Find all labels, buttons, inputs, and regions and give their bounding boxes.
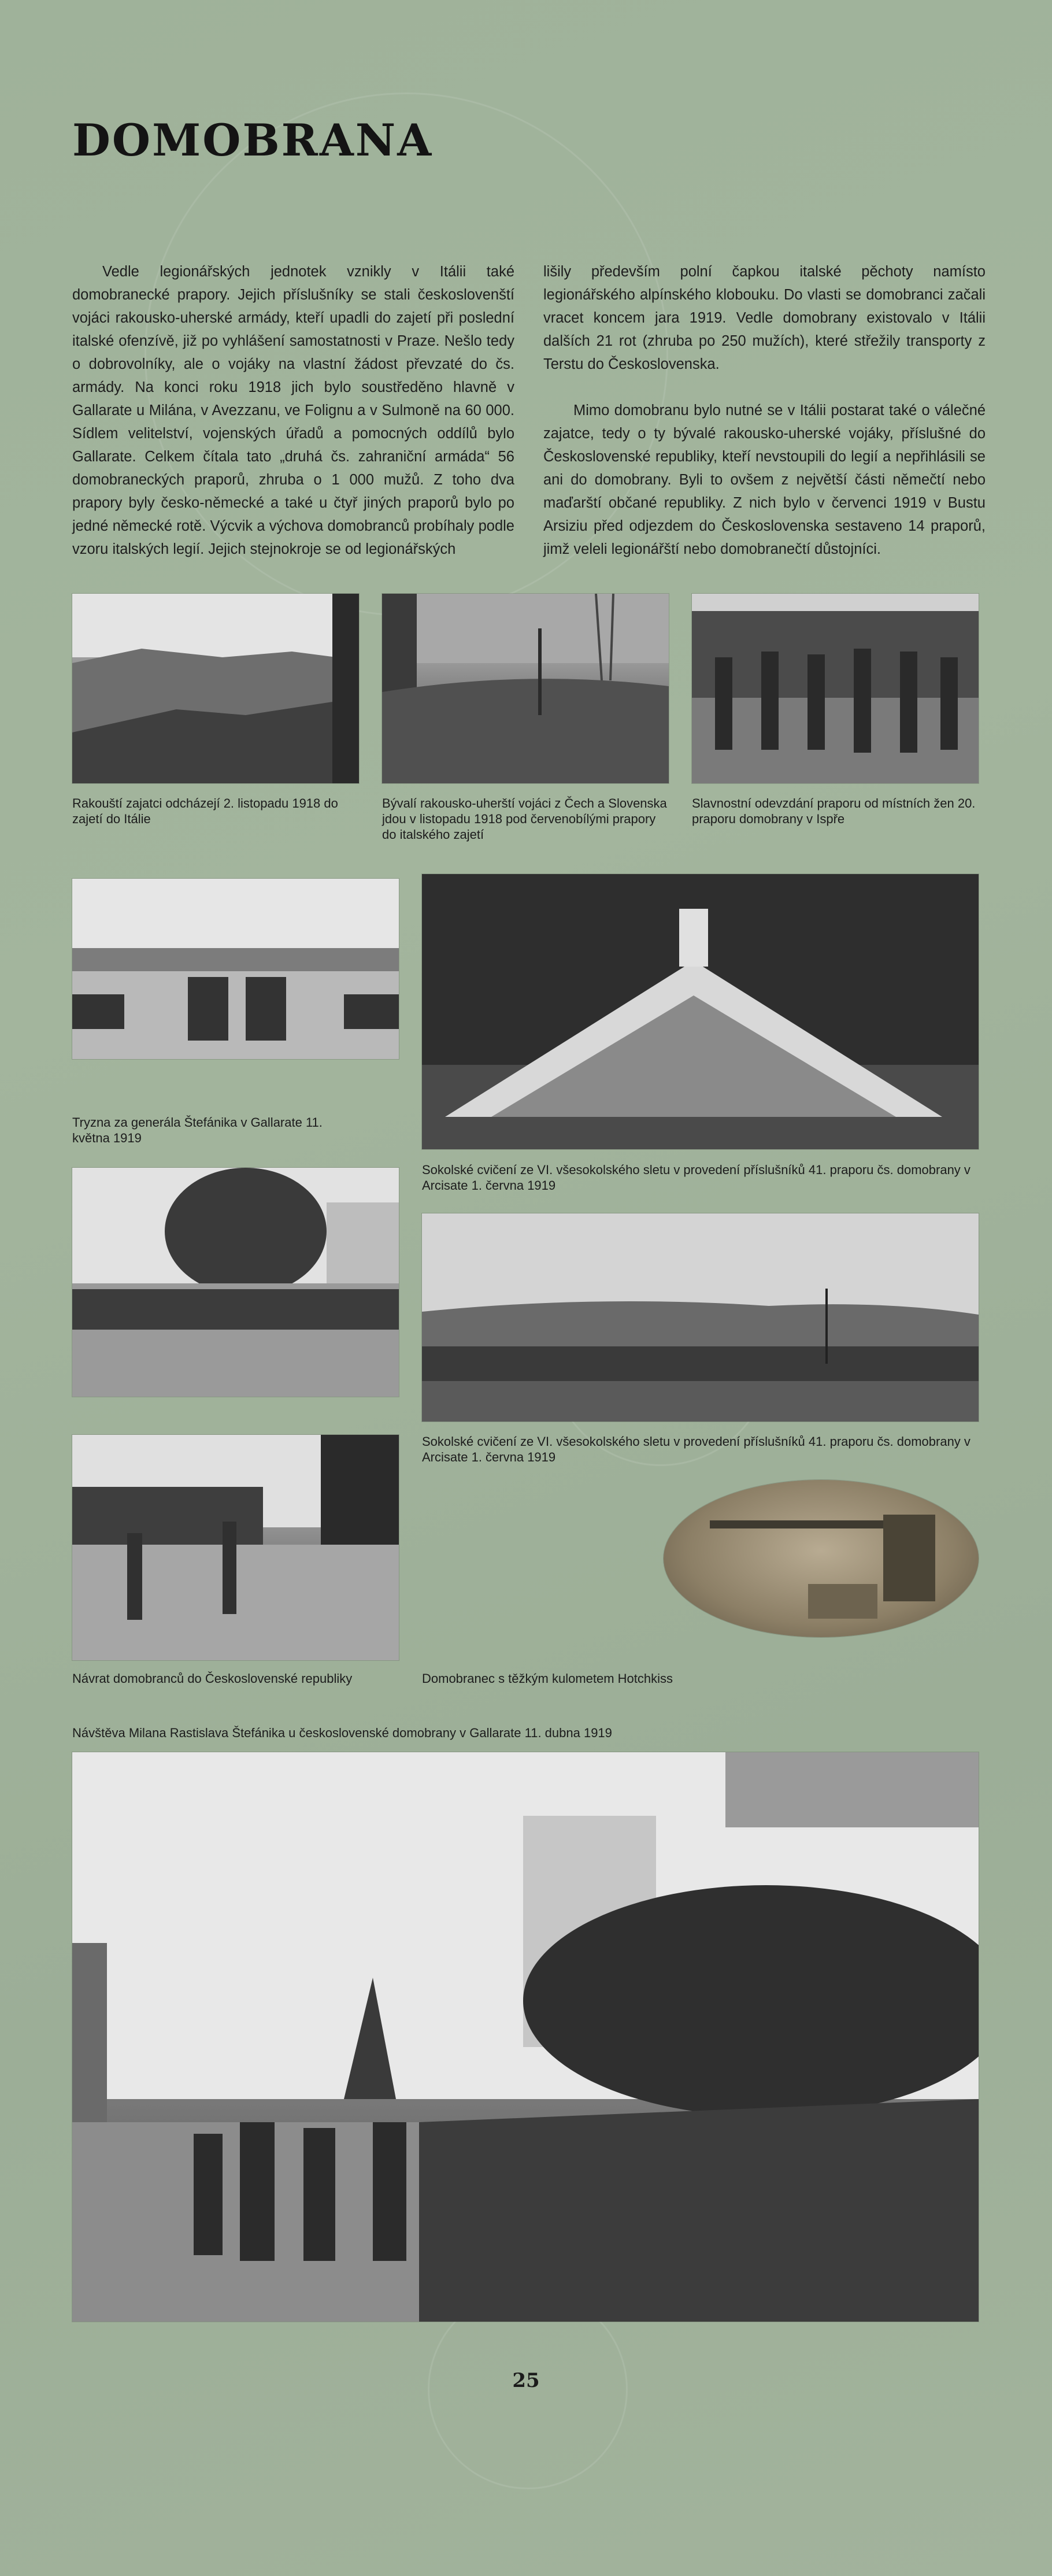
photo-sokol-pyramid — [422, 874, 979, 1149]
paragraph: lišily především polní čapkou italské pěchoty namísto legionářského alpínského klobouku. Do vlasti se domobranci začali vracet koncem jara 1919. Vedle domobrany existovalo v Itálii dalších 21 rot (zhruba po 250 mužích), které střežily transporty z Terstu do Československa. — [543, 264, 986, 372]
photo-caption: Sokolské cvičení ze VI. všesokolského sletu v provedení příslušníků 41. praporu čs. domobrany v Arcisate 1. června 1919 — [422, 1163, 970, 1193]
page-title: DOMOBRANA — [72, 114, 434, 166]
photo-stefanik-memorial — [72, 879, 399, 1059]
photo-soldiers-flags — [382, 594, 669, 783]
photo-caption: Návrat domobranců do Československé republiky — [72, 1671, 353, 1686]
text-column-right — [543, 260, 986, 584]
photo-caption: Slavnostní odevzdání praporu od místních žen 20. praporu domobrany v Ispře — [692, 796, 976, 826]
paragraph: Mimo domobranu bylo nutné se v Itálii postarat také o válečné zajatce, tedy o ty bývalé rakousko-uherské vojáky, příslušné do Československé republiky, kteří nevstoupili do legií a nepřihlásili se ani do domobrany. Byli to ovšem z největší části němečtí nebo maďarští občané republiky. Z nich bylo v červenci 1919 v Bustu Arsiziu před odjezdem do Československa sestaveno 14 praporů, jimž veleli legionářští nebo domobranečtí důstojníci. — [543, 402, 986, 557]
photo-caption: Sokolské cvičení ze VI. všesokolského sletu v provedení příslušníků 41. praporu čs. domobrany v Arcisate 1. června 1919 — [422, 1434, 970, 1464]
photo-caption: Návštěva Milana Rastislava Štefánika u československé domobrany v Gallarate 11. dubna 1919 — [72, 1726, 612, 1740]
photo-return-train — [72, 1435, 399, 1660]
photo-prisoners-departing — [72, 594, 359, 783]
photo-caption: Bývalí rakousko-uherští vojáci z Čech a Slovenska jdou v listopadu 1918 pod červenobílými prapory do italského zajetí — [382, 796, 667, 842]
photo-caption: Tryzna za generála Štefánika v Gallarate 11. května 1919 — [72, 1115, 323, 1145]
photo-flag-ceremony-ispra — [692, 594, 979, 783]
paragraph: Vedle legionářských jednotek vznikly v Itálii také domobranecké prapory. Jejich příslušníky se stali českoslovenští vojáci rakousko-uherské armády, kteří upadli do zajetí při poslední italské ofenzívě, již po vyhlášení samostatnosti v Praze. Nešlo tedy o dobrovolníky, ale o vojáky na vlastní žádost převzaté do čs. armády. Na konci roku 1918 jich bylo soustředěno hlavně v Gallarate u Milána, v Avezzanu, ve Folignu a v Sulmoně na 60 000. Sídlem velitelství, vojenských úřadů a pomocných oddílů bylo Gallarate. Celkem čítala tato „druhá čs. zahraniční armáda“ 56 domobraneckých praporů, zhruba o 1 000 mužů. Z toho dva prapory byly česko-německé a také u čtyř jiných praporů bylo po jedné německé rotě. Výcvik a výchova domobranců probíhaly podle vzoru italských legií. Jejich stejnokroje se od legionářských — [72, 264, 514, 557]
page-number: 25 — [512, 2369, 540, 2392]
photo-caption: Rakouští zajatci odcházejí 2. listopadu 1918 do zajetí do Itálie — [72, 796, 338, 826]
photo-stefanik-visit-gallarate — [72, 1752, 979, 2322]
text-column-left — [72, 260, 514, 584]
photo-departure-47th-battalion — [72, 1168, 399, 1397]
photo-sokol-exercise-field — [422, 1213, 979, 1422]
photo-hotchkiss-machine-gun — [664, 1480, 979, 1637]
photo-caption: Domobranec s těžkým kulometem Hotchkiss — [422, 1671, 673, 1686]
